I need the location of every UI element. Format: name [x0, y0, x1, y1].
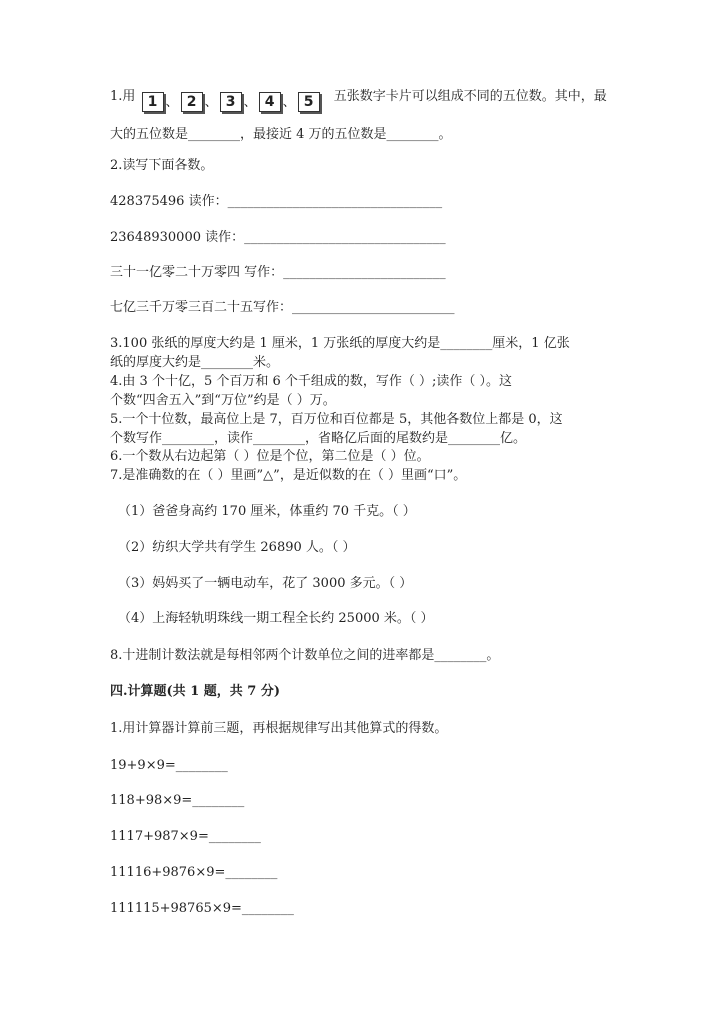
q2-item-text: 三十一亿零二十万零四 写作：	[110, 265, 284, 280]
q2-item-3	[110, 264, 446, 282]
answer-blank: _________________________	[283, 265, 446, 280]
digit-card-2: 2	[181, 92, 203, 112]
q7-line1: 7.是准确数的在（ ）里画”△”，是近似数的在（ ）里画“口”。	[110, 468, 467, 483]
q2-item-1	[110, 193, 442, 211]
q5-line1: 5.一个十位数，最高位上是 7，百万位和百位都是 5，其他各数位上都是 0，这	[110, 412, 563, 427]
digit-card-1: 1	[142, 92, 164, 112]
q2-item-4	[110, 299, 455, 317]
calc-expr-2: 118+98×9=________	[110, 793, 245, 808]
calc-expr-1: 19+9×9=________	[110, 758, 228, 773]
section-4-q1: 1.用计算器计算前三题，再根据规律写出其他算式的得数。	[110, 721, 448, 736]
calc-expr-5: 111115+98765×9=________	[110, 901, 294, 916]
answer-blank: _________________________	[292, 300, 455, 315]
digit-cards	[142, 92, 320, 112]
q2-item-text: 七亿三千万零三百二十五写作：	[110, 300, 293, 315]
q1-line1	[110, 88, 607, 112]
q2-item-text: 23648930000 读作：	[110, 230, 245, 245]
q7-item-3: （3）妈妈买了一辆电动车，花了 3000 多元。（ ）	[118, 576, 413, 591]
q7-item-2: （2）纺织大学共有学生 26890 人。（ ）	[118, 540, 356, 555]
q2-item-2	[110, 229, 446, 247]
q4-line1: 4.由 3 个十亿，5 个百万和 6 个千组成的数，写作（ ）;读作（ ）。这	[110, 374, 513, 389]
q7-item-4: （4）上海轻轨明珠线一期工程全长约 25000 米。（ ）	[118, 611, 434, 626]
section-4-title: 四.计算题(共 1 题，共 7 分)	[110, 684, 281, 699]
q1-line2: 大的五位数是________，最接近 4 万的五位数是________。	[110, 127, 452, 142]
card-separator: 、	[243, 95, 257, 110]
digit-card-3: 3	[220, 92, 242, 112]
q4-line2: 个数“四舍五入”到“万位”约是（ ）万。	[110, 393, 336, 408]
q3-line2: 纸的厚度大约是________米。	[110, 355, 280, 370]
q5-line2: 个数写作________，读作________，省略亿后面的尾数约是________亿。	[110, 431, 527, 446]
calc-expr-4: 11116+9876×9=________	[110, 865, 278, 880]
calc-expr-3: 1117+987×9=________	[110, 829, 261, 844]
q2-item-text: 428375496 读作：	[110, 194, 228, 209]
q1-prefix: 1.用	[110, 89, 136, 104]
q3-line1: 3.100 张纸的厚度大约是 1 厘米，1 万张纸的厚度大约是________厘米，1 亿张	[110, 336, 570, 351]
q8-text: 8.十进制计数法就是每相邻两个计数单位之间的进率都是________。	[110, 648, 500, 663]
digit-card-5: 5	[298, 92, 320, 112]
card-separator: 、	[282, 95, 296, 110]
answer-blank: _________________________________	[227, 194, 443, 209]
q2-title: 2.读写下面各数。	[110, 158, 214, 173]
q1-suffix: 五张数字卡片可以组成不同的五位数。其中，最	[333, 89, 607, 104]
answer-blank: _______________________________	[244, 230, 446, 245]
card-separator: 、	[165, 95, 179, 110]
q7-item-1: （1）爸爸身高约 170 厘米，体重约 70 千克。（ ）	[118, 504, 416, 519]
card-separator: 、	[204, 95, 218, 110]
digit-card-4: 4	[259, 92, 281, 112]
q6-text: 6.一个数从右边起第（ ）位是个位，第二位是（ ）位。	[110, 449, 430, 464]
